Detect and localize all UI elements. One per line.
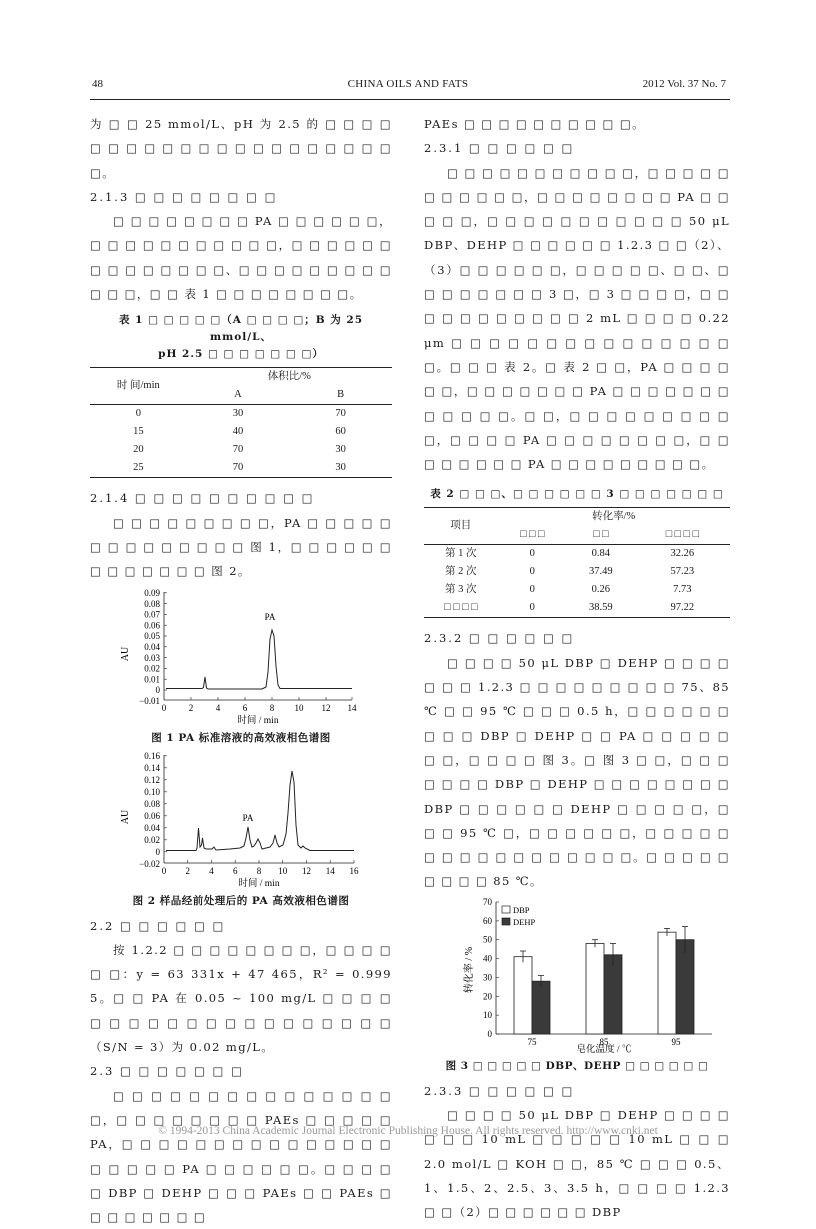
fig1-y-tick: 0.03 [144,652,160,663]
fig1-y-tick: 0.01 [144,673,160,684]
section-heading-2-1-3: 2.1.3 □ □ □ □ □ □ □ □ [90,189,278,204]
table-header-sub: □ □ [567,526,635,545]
table-cell: 第 3 次 [444,584,477,596]
table-cell: 57.23 [670,566,695,578]
paragraph: □ □ □ □ □ □ □ □ □ □ □，□ □ □ □ □ □ □ □ □ □ □，□ □ □ □ □ □ □ □ PA □ □ □ □ □，□ □ □ □ □ □ □ □ □ □ □ 50 μL DBP、DEHP □ □ □ □ □ □ 1.2.3 □ □（2）、（3）□ □ □ □ □ □，□ □ □ □ □、□ □、□ □ □ □ □ □ □ □ 3 □，□ 3 □ □ □ □，□ □ □ □ □ □ □ □ □ □ □ 2 mL □ □ □ □ 0.22 μm □ □ □ □ □ □ □ □ □ □ □ □ □ □ □ □。□ □ □ 表 2。□ 表 2 □ □，PA □ □ □ □ □ □，□ □ □ □ □ □ □ PA □ □ □ □ □ □ □ □ □ □ □ □。□ □，□ □ □ □ □ □ □ □ □ □，□ □ □ □ PA □ □ □ □ □ □ □ □，□ □ □ □ □ □ □ □ PA □ □ □ □ □ □ □ □ □。 [424,165,730,472]
fig1-y-tick: 0.02 [144,663,160,674]
fig3-bar-dbp [586,943,604,1034]
paragraph: □ □ □ □ 50 μL DBP □ DEHP □ □ □ □ □ □ □ 10 mL □ □ □ □ □ 10 mL □ □ □ 2.0 mol/L □ KOH □ □，85 ℃ □ □ □ 0.5、1、1.5、2、2.5、3、3.5 h，□ □ □ □ 1.2.3 □ □（2）□ □ □ □ □ □ DBP [424,1108,730,1220]
fig3-x-tick: 75 [527,1036,537,1047]
section-heading-2-2: 2.2 □ □ □ □ □ □ [90,918,226,933]
fig2-y-tick: 0.02 [144,834,160,845]
section-heading-2-3-3: 2.3.3 □ □ □ □ □ □ [424,1083,575,1098]
table-cell: □ □ □ □ [424,599,497,618]
fig2-x-tick: 0 [161,865,167,876]
table-row [424,545,730,564]
fig1-x-label: 时间 / min [237,715,279,726]
table-cell: 0 [135,408,141,420]
header-rule [90,99,730,100]
fig1-y-tick: 0.08 [144,598,160,609]
fig1-y-tick: 0.04 [144,641,160,652]
fig2-x-tick: 10 [278,865,288,876]
table-row [90,423,392,441]
right-column [424,112,730,1225]
fig2-x-tick: 2 [185,865,190,876]
table-cell: 0 [529,584,535,596]
fig1-peak-label: PA [264,611,276,622]
fig1-x-tick: 10 [294,702,304,713]
fig3-bar-dehp [676,939,694,1033]
table-2 [424,507,730,618]
table-cell: 15 [133,426,144,438]
fig3-y-tick: 10 [483,1009,492,1020]
fig3-x-label: 皂化温度 / ℃ [576,1044,632,1054]
table-cell: 40 [232,426,244,438]
section-heading-2-3: 2.3 □ □ □ □ □ □ □ [90,1064,244,1079]
fig2-x-tick: 6 [232,865,238,876]
fig3-bar-dbp [658,932,676,1034]
figure-2 [90,747,392,910]
figure-1 [90,584,392,747]
table-header-conversion: 转化率/% [497,508,730,527]
table-cell: 30 [289,459,392,478]
page-number: 48 [92,78,103,90]
table-cell: 70 [232,444,244,456]
fig2-y-tick: 0.08 [144,798,160,809]
table-cell: 30 [335,444,346,456]
fig2-y-tick: 0.10 [144,786,160,797]
journal-issue: 2012 Vol. 37 No. 7 [642,78,726,90]
fig1-x-tick: 8 [269,702,275,713]
table-cell: 0.26 [591,584,611,596]
fig3-y-label: 转化率 / % [464,946,475,993]
figure-1-caption: 图 1 PA 标准溶液的高效液相色谱图 [151,731,331,744]
table-cell: 32.26 [670,548,695,560]
fig3-y-tick: 50 [483,934,492,945]
fig3-legend-label: DEHP [513,916,536,927]
fig3-bar-dbp [514,956,532,1033]
fig2-x-tick: 14 [325,865,335,876]
fig1-x-tick: 14 [347,702,357,713]
fig3-legend-swatch [502,918,510,925]
table-header-sub: □ □ □ □ [635,526,730,545]
table-row [90,405,392,424]
table-1-caption [90,312,392,363]
fig1-y-tick: 0.09 [144,587,160,598]
paragraph: 为 □ □ 25 mmol/L、pH 为 2.5 的 □ □ □ □ □ □ □ □ □ □ □ □ □ □ □ □ □ □ □ □ □ □。 [90,117,392,180]
section-heading-2-3-1: 2.3.1 □ □ □ □ □ □ [424,141,575,156]
fig1-x-tick: 2 [188,702,194,713]
table-cell: 第 1 次 [444,548,477,560]
table-cell: 0 [529,566,535,578]
table-header-sub: □ □ □ [497,526,567,545]
paragraph: 按 1.2.2 □ □ □ □ □ □ □ □，□ □ □ □ □ □：y = 63 331x + 47 465，R² = 0.999 5。□ □ PA 在 0.05 ~ 100 mg/L □ □ □ □ □ □ □ □ □ □ □ □ □ □ □ □ □ □ □ □（S/N = 3）为 0.02 mg/L。 [90,942,392,1055]
fig2-y-tick: 0.16 [144,750,160,761]
table-header-b: B [289,386,392,405]
table-1-caption-line2: pH 2.5 □ □ □ □ □ □ □） [158,348,324,361]
table-cell: 60 [335,426,346,438]
table-cell: 97.22 [635,599,730,618]
table-cell: 第 2 次 [444,566,477,578]
fig3-legend-swatch [502,906,510,913]
fig2-y-tick: 0.04 [144,822,160,833]
table-cell: 37.49 [589,566,613,578]
fig2-y-tick: 0.12 [144,774,160,785]
fig3-y-tick: 40 [483,953,492,964]
section-heading-2-3-2: 2.3.2 □ □ □ □ □ □ [424,631,575,646]
table-cell: 30 [232,408,244,420]
fig2-y-tick: 0 [155,846,160,857]
copyright-footer: © 1994-2013 China Academic Journal Electronic Publishing House. All rights reserved. http://www.cnki.net [158,1125,658,1137]
table-header-item: 项目 [424,508,497,545]
paragraph: □ □ □ □ 50 μL DBP □ DEHP □ □ □ □ □ □ □ 1.2.3 □ □ □ □ □ □ □ □ □ 75、85 ℃ □ □ 95 ℃ □ □ □ 0.5 h，□ □ □ □ □ □ □ □ □ DBP □ DEHP □ □ PA □ □ □ □ □ □ □，□ □ □ □ 图 3。□ 图 3 □ □，□ □ □ □ □ □ □ DBP □ DEHP □ □ □ □ □ □ □ □ DBP □ □ □ □ □ □ DEHP □ □ □ □ □，□ □ □ 95 ℃ □，□ □ □ □ □ □，□ □ □ □ □ □ □ □ □ □ □ □ □ □ □ □ □。□ □ □ □ □ □ □ □ □ 85 ℃。 [424,655,730,889]
table-row [424,563,730,581]
fig2-peak-label: PA [242,812,254,823]
journal-name: CHINA OILS AND FATS [347,78,469,90]
table-cell: 7.73 [673,584,692,596]
table-cell: 20 [133,444,144,456]
figure-2-caption: 图 2 样品经前处理后的 PA 高效液相色谱图 [132,894,350,907]
table-row [424,581,730,599]
fig3-x-tick: 85 [599,1036,609,1047]
paragraph: □ □ □ □ □ □ □ □ PA □ □ □ □ □ □，□ □ □ □ □ □ □ □ □ □ □，□ □ □ □ □ □ □ □ □ □ □ □ □ □、□ □ □ □ □ □ □ □ □ □ □ □，□ □ 表 1 □ □ □ □ □ □ □ □。 [90,214,392,302]
fig1-y-tick: 0 [155,684,160,695]
fig1-y-tick: 0.06 [144,619,160,630]
table-1 [90,367,392,478]
table-cell: 25 [90,459,187,478]
fig3-legend-label: DBP [513,904,530,915]
fig2-y-tick: 0.14 [144,762,160,773]
fig1-x-tick: 0 [161,702,167,713]
table-row [424,599,730,618]
fig2-y-tick: 0.06 [144,810,160,821]
figure-3 [424,894,730,1075]
table-header-time: 时 间/min [90,368,187,405]
fig1-x-tick: 12 [321,702,331,713]
fig1-y-tick: 0.05 [144,630,160,641]
fig2-x-tick: 8 [256,865,262,876]
left-column [90,112,392,1229]
fig2-x-tick: 12 [302,865,311,876]
fig1-x-tick: 6 [242,702,248,713]
fig1-y-tick: 0.07 [144,609,160,620]
section-heading-2-1-4: 2.1.4 □ □ □ □ □ □ □ □ □ □ [90,491,315,506]
fig1-x-tick: 4 [215,702,221,713]
figure-3-caption: 图 3 □ □ □ □ □ DBP、DEHP □ □ □ □ □ □ [445,1059,709,1072]
figure-1-chromatogram [90,584,392,726]
fig3-bar-dehp [604,955,622,1034]
table-1-caption-line1: 表 1 □ □ □ □ □（A □ □ □ □；B 为 25 mmol/L、 [118,314,364,344]
fig3-y-tick: 20 [483,991,492,1002]
table-cell: 38.59 [567,599,635,618]
figure-2-chromatogram [90,747,392,889]
fig2-x-tick: 16 [349,865,359,876]
table-header-ratio: 体积比/% [187,368,392,387]
table-row [90,441,392,459]
table-row [90,459,392,478]
table-cell: 70 [335,408,346,420]
paragraph: □ □ □ □ □ □ □ □ □，PA □ □ □ □ □ □ □ □ □ □ □ □ □ □ 图 1，□ □ □ □ □ □ □ □ □ □ □ □ □ 图 2。 [90,515,392,579]
table-cell: 0 [497,599,567,618]
paragraph: PAEs □ □ □ □ □ □ □ □ □ □。 [424,117,645,131]
table-cell: 70 [187,459,290,478]
fig3-bar-dehp [532,981,550,1034]
fig3-y-tick: 0 [487,1028,492,1039]
fig2-trace [166,771,354,851]
table-cell: 0.84 [591,548,611,560]
fig1-trace [166,630,352,689]
fig2-x-tick: 4 [209,865,214,876]
table-header-a: A [187,386,290,405]
fig3-y-tick: 70 [483,896,492,907]
fig2-y-tick: −0.02 [139,858,160,869]
figure-3-bar-chart [424,894,730,1054]
fig3-x-tick: 95 [671,1036,681,1047]
table-2-caption: 表 2 □ □ □、□ □ □ □ □ □ 3 □ □ □ □ □ □ □ [430,488,724,501]
fig2-x-label: 时间 / min [238,878,280,889]
fig3-y-tick: 60 [483,915,492,926]
fig2-y-label: AU [120,809,131,824]
table-cell: 0 [529,548,535,560]
fig3-y-tick: 30 [483,972,492,983]
fig1-y-tick: −0.01 [139,695,160,706]
paragraph: □ □ □ □ □ □ □ □ □ □ □ □ □ □ □ □，□ □ □ □ □ □ □ □ PAEs □ □ □ □ □ PA，□ □ □ □ □ □ □ □ □ □ □ □ □ □ □ □ □ □ □ □ PA □ □ □ □ □ □。□ □ □ □ □ DBP □ DEHP □ □ □ PAEs □ □ PAEs □ □ □ □ □ □ □ □ [90,1088,392,1225]
fig1-y-label: AU [120,646,131,661]
